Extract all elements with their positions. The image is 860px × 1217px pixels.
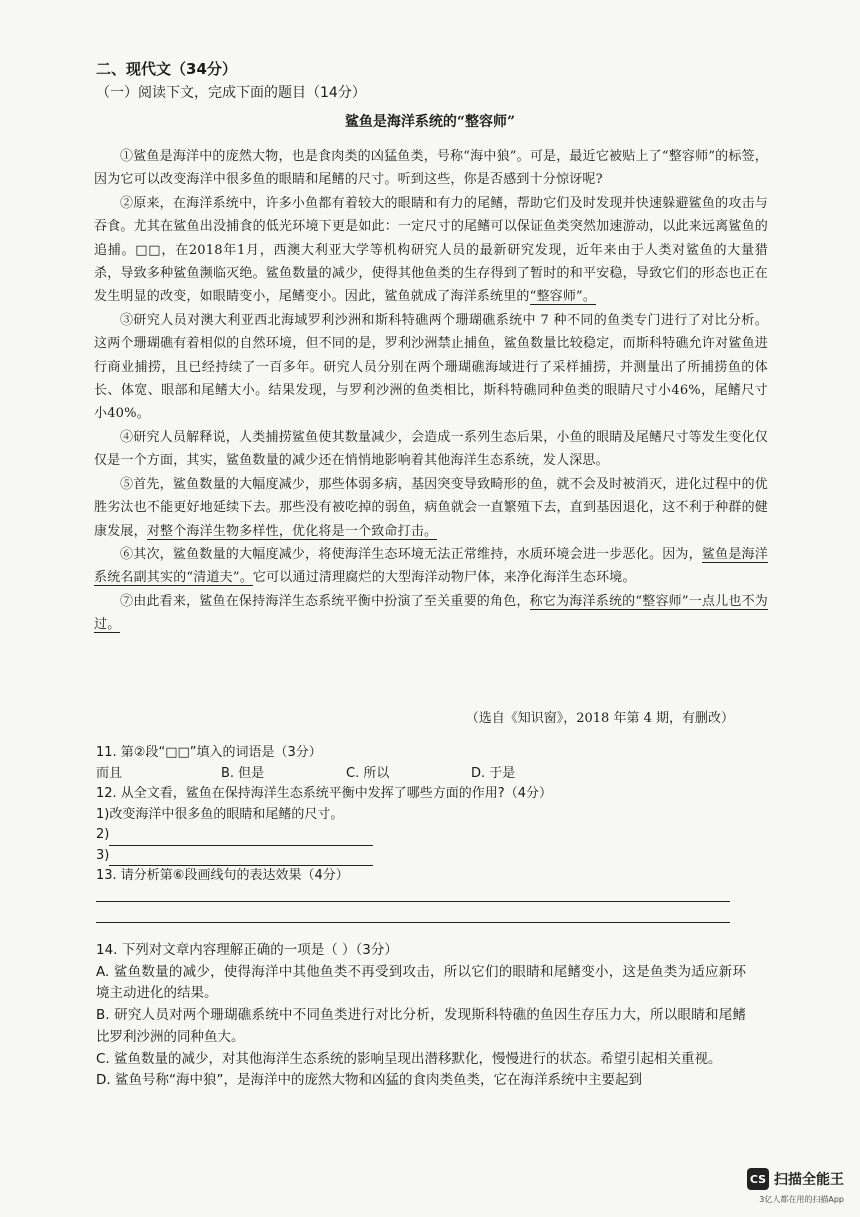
question-14-block [96, 940, 746, 1092]
section-subheading: （一）阅读下文，完成下面的题目（14分） [96, 85, 366, 101]
paragraph-6-text: ⑥其次，鲨鱼数量的大幅度减少，将使海洋生态环境无法正常维持，水质环境会进一步恶化。因为， [120, 546, 702, 562]
question-12-answer-3 [96, 846, 746, 867]
article-body [94, 145, 768, 637]
paragraph-6-underlined: 鲨鱼是海洋系统名副其实的“清道夫”。 [94, 546, 768, 586]
scanner-watermark [747, 1168, 844, 1190]
section-heading: 二、现代文（34分） [96, 60, 237, 78]
paragraph-6-tail: 它可以通过清理腐烂的大型海洋动物尸体，来净化海洋生态环境。 [252, 570, 636, 586]
question-14-option-c[interactable]: C. 鲨鱼数量的减少，对其他海洋生态系统的影响呈现出潜移默化，慢慢进行的状态。希望引起相关重视。 [96, 1050, 722, 1067]
camscanner-logo-icon: CS [747, 1168, 769, 1190]
question-13-answer-line-2[interactable] [96, 908, 730, 923]
paragraph-5-text: ⑤首先，鲨鱼数量的大幅度减少，那些体弱多病，基因突变导致畸形的鱼，就不会及时被消灭，进化过程中的优胜劣汰也不能更好地延续下去。那些没有被吃掉的弱鱼，病鱼就会一直繁殖下去，直到基因退化，这不利于种群的健康发展， [94, 476, 768, 539]
question-13-answer-line-1[interactable] [96, 887, 730, 902]
question-12-answer-1: 1)改变海洋中很多鱼的眼睛和尾鳍的尺寸。 [96, 806, 344, 822]
paragraph-2-underlined: “整容师”。 [529, 289, 597, 305]
question-14-option-b[interactable]: B. 研究人员对两个珊瑚礁系统中不同鱼类进行对比分析，发现斯科特礁的鱼因生存压力大，所以眼睛和尾鳍比罗利沙洲的同种鱼大。 [96, 1007, 746, 1045]
paragraph-7 [94, 590, 768, 637]
paragraph-5 [94, 473, 768, 543]
questions-block [96, 743, 746, 923]
paragraph-3: ③研究人员对澳大利亚西北海域罗利沙洲和斯科特礁两个珊瑚礁系统中 7 种不同的鱼类专门进行了对比分析。这两个珊瑚礁有着相似的自然环境，但不同的是，罗利沙洲禁止捕鱼，鲨鱼数量比较稳定，而斯科特礁允许对鲨鱼进行商业捕捞，且已经持续了一百多年。研究人员分别在两个珊瑚礁海域进行了采样捕捞，并测量出了所捕捞鱼的体长、体宽、眼部和尾鳍大小。结果发现，与罗利沙洲的鱼类相比，斯科特礁同种鱼类的眼睛尺寸小46%，尾鳍尺寸小40%。 [94, 312, 768, 422]
scanner-tagline: 3亿人都在用的扫描App [759, 1195, 844, 1204]
paragraph-4: ④研究人员解释说，人类捕捞鲨鱼使其数量减少，会造成一系列生态后果，小鱼的眼睛及尾鳍尺寸等发生变化仅仅是一个方面，其实，鲨鱼数量的减少还在悄悄地影响着其他海洋生态系统，发人深思。 [94, 429, 768, 469]
question-14-option-d[interactable]: D. 鲨鱼号称“海中狼”，是海洋中的庞然大物和凶猛的食肉类鱼类，它在海洋系统中主要起到 [96, 1072, 642, 1089]
question-11-options [96, 764, 746, 785]
paragraph-5-underlined: 对整个海洋生物多样性，优化将是一个致命打击。 [146, 523, 438, 539]
question-12: 12. 从全文看，鲨鱼在保持海洋生态系统平衡中发挥了哪些方面的作用?（4分） [96, 786, 552, 801]
paragraph-2 [94, 192, 768, 309]
article-source: （选自《知识窗》，2018 年第 4 期，有删改） [465, 711, 734, 726]
question-12-answer-2 [96, 825, 746, 846]
paragraph-7-text: ⑦由此看来，鲨鱼在保持海洋生态系统平衡中扮演了至关重要的角色， [120, 593, 530, 609]
question-14: 14. 下列对文章内容理解正确的一项是（ ）（3分） [96, 942, 398, 958]
paragraph-7-underlined: 称它为海洋系统的“整容师”一点儿也不为过。 [94, 593, 769, 633]
option-c[interactable]: C. 所以 [346, 765, 390, 781]
paragraph-6 [94, 543, 768, 590]
question-14-option-a[interactable]: A. 鲨鱼数量的减少，使得海洋中其他鱼类不再受到攻击，所以它们的眼睛和尾鳍变小，这是鱼类为适应新环境主动进化的结果。 [96, 963, 746, 1002]
question-11: 11. 第②段“□□”填入的词语是（3分） [96, 745, 322, 760]
article-title: 鲨鱼是海洋系统的“整容师” [344, 114, 516, 130]
option-a[interactable]: 而且 [96, 765, 123, 781]
scanner-app-name: 扫描全能王 [774, 1172, 844, 1188]
paragraph-2-text: ②原来，在海洋系统中，许多小鱼都有着较大的眼睛和有力的尾鳍，帮助它们及时发现并快速躲避鲨鱼的攻击与吞食。尤其在鲨鱼出没捕食的低光环境下更是如此：一定尺寸的尾鳍可以保证鱼类突然加速游动，以此来远离鲨鱼的追捕。□□，在2018年1月，西澳大利亚大学等机构研究人员的最新研究发现，近年来由于人类对鲨鱼的大量猎杀，导致多种鲨鱼濒临灭绝。鲨鱼数量的减少，使得其他鱼类的生存得到了暂时的和平安稳，导致它们的形态也正在发生明显的改变，如眼睛变小，尾鳍变小。因此，鲨鱼就成了海洋系统里的 [94, 195, 768, 305]
question-13: 13. 请分析第⑥段画线句的表达效果（4分） [96, 868, 349, 883]
paragraph-1: ①鲨鱼是海洋中的庞然大物，也是食肉类的凶猛鱼类，号称“海中狼”。可是，最近它被贴上了“整容师”的标签，因为它可以改变海洋中很多鱼的眼睛和尾鳍的尺寸。听到这些，你是否感到十分惊讶呢? [94, 149, 768, 188]
answer-2-blank[interactable] [109, 831, 373, 846]
answer-3-blank[interactable] [109, 851, 373, 866]
answer-2-label: 2) [96, 827, 110, 842]
answer-3-label: 3) [96, 847, 110, 863]
option-d[interactable]: D. 于是 [471, 765, 516, 781]
option-b[interactable]: B. 但是 [221, 765, 265, 781]
